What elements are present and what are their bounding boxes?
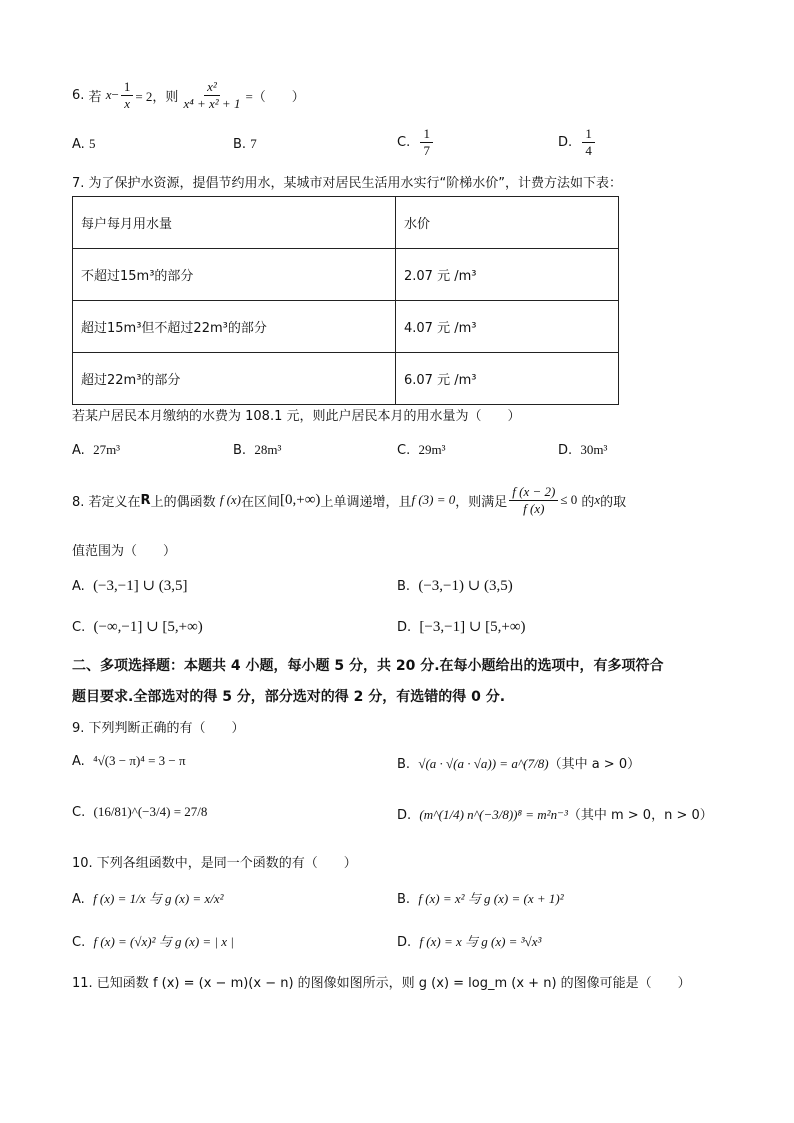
q6-option-a: A. 5 (72, 136, 96, 152)
table-cell: 不超过15m³的部分 (73, 249, 396, 301)
q6-option-c: C. $\frac{1}{7}$ (397, 126, 435, 159)
q7-option-c: C. 29m³ (397, 442, 446, 458)
q6-var: x (105, 87, 112, 102)
q6-one-over-x: $\frac{1}{x}$ (121, 79, 134, 112)
q10-option-a: A. f (x) = 1/x 与 g (x) = x/x² (72, 891, 224, 907)
q6-tail: =（ ） (245, 88, 305, 104)
q6-fraction: $\frac{\text{x²}}{\text{x⁴ + x² + 1}}$ (183, 78, 241, 111)
q6-minus: − (111, 87, 119, 102)
q9-stem: 9. 下列判断正确的有（ ） (72, 721, 245, 736)
q6-option-d: D. $\frac{1}{4}$ (558, 126, 597, 159)
section-2-line2: 题目要求.全部选对的得 5 分，部分选对的得 2 分，有选错的得 0 分. (72, 689, 506, 705)
q8-option-d: D. [−3,−1] ∪ [5,+∞) (397, 619, 526, 635)
q10-option-d: D. f (x) = x 与 g (x) = ³√x³ (397, 934, 542, 950)
q10-option-b: B. f (x) = x² 与 g (x) = (x + 1)² (397, 891, 564, 907)
table-cell: 6.07 元 /m³ (396, 353, 619, 405)
q6-stem (72, 78, 305, 112)
q8-option-a: A. (−3,−1] ∪ (3,5] (72, 578, 188, 594)
q10-option-c: C. f (x) = (√x)² 与 g (x) = | x | (72, 934, 234, 950)
water-price-table (72, 196, 619, 405)
table-cell: 2.07 元 /m³ (396, 249, 619, 301)
table-cell: 4.07 元 /m³ (396, 301, 619, 353)
table-row (73, 353, 619, 405)
table-cell: 超过22m³的部分 (73, 353, 396, 405)
q8-option-b: B. (−3,−1) ∪ (3,5) (397, 578, 513, 594)
q6-number: 6. (72, 87, 85, 103)
table-header-price: 水价 (396, 197, 619, 249)
table-header-usage: 每户每月用水量 (73, 197, 396, 249)
q6-then: 则 (165, 89, 179, 105)
section-2-line1: 二、多项选择题：本题共 4 小题，每小题 5 分，共 20 分.在每小题给出的选项中，有多项符合 (72, 658, 664, 674)
q9-option-d: D. (m^(1/4) n^(−3/8))⁸ = m²n⁻³（其中 m > 0，n > 0） (397, 807, 713, 823)
q7-option-b: B. 28m³ (233, 442, 282, 458)
q9-option-a: A. ⁴√(3 − π)⁴ = 3 − π (72, 753, 186, 769)
q9-option-c: C. (16/81)^(−3/4) = 27/8 (72, 804, 208, 820)
table-header-row (73, 197, 619, 249)
table-row (73, 249, 619, 301)
q7-option-d: D. 30m³ (558, 442, 608, 458)
q7-question: 若某户居民本月缴纳的水费为 108.1 元，则此户居民本月的用水量为（ ） (72, 409, 521, 424)
table-cell: 超过15m³但不超过22m³的部分 (73, 301, 396, 353)
q6-option-b: B. 7 (233, 136, 257, 152)
q8-stem-line2: 值范围为（ ） (72, 544, 177, 559)
q8-fraction: $\frac{f (x - 2)}{f (x)}$ (509, 484, 558, 517)
q6-lead: 若 (88, 89, 102, 105)
q7-stem: 7. 为了保护水资源，提倡节约用水，某城市对居民生活用水实行“阶梯水价”，计费方法如下表： (72, 176, 623, 191)
real-numbers-symbol: R (140, 492, 151, 508)
q7-option-a: A. 27m³ (72, 442, 121, 458)
q6-eq2: = 2， (135, 88, 166, 104)
table-row (73, 301, 619, 353)
q10-stem: 10. 下列各组函数中，是同一个函数的有（ ） (72, 856, 357, 871)
q8-option-c: C. (−∞,−1] ∪ [5,+∞) (72, 619, 203, 635)
q9-option-b: B. √(a · √(a · √a)) = a^(7/8)（其中 a > 0） (397, 756, 641, 772)
q8-stem: 8. 若定义在 R 上的偶函数 f (x) 在区间 [0,+∞) 上单调递增，且 f (3) = 0 ，则满足 $\frac{f (x - 2)}{f (x)}$ ≤ 0 的 x 的取 (72, 483, 627, 516)
q11-stem: 11. 已知函数 f (x) = (x − m)(x − n) 的图像如图所示，则 g (x) = log_m (x + n) 的图像可能是（ ） (72, 976, 691, 991)
